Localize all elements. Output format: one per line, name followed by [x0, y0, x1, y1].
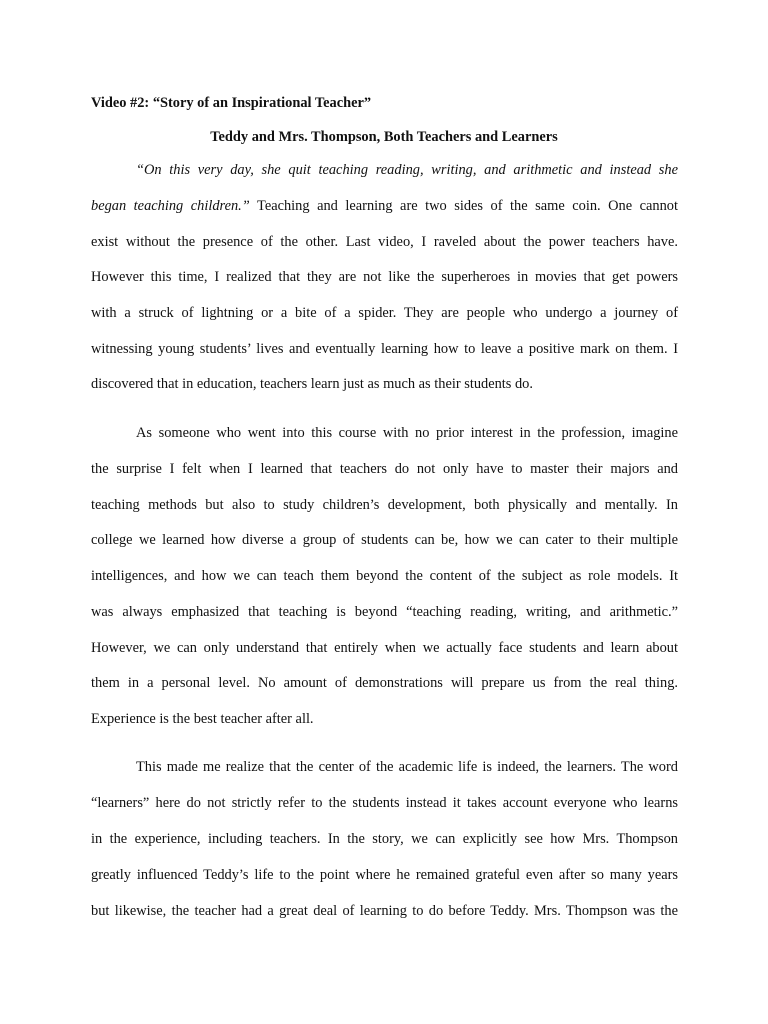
- paragraph-2-line-1: As someone who went into this course with no prior interest in the profession, imagine: [136, 425, 678, 441]
- paragraph-3-line-3: in the experience, including teachers. In the story, we can explicitly see how Mrs. Thompson: [91, 831, 678, 847]
- paragraph-3-line-5: but likewise, the teacher had a great deal of learning to do before Teddy. Mrs. Thompson was the: [91, 903, 678, 919]
- paragraph-2-line-3: teaching methods but also to study children’s development, both physically and mentally. In: [91, 497, 678, 513]
- paragraph-1-line-1: [136, 161, 678, 179]
- paragraph-2-line-7: However, we can only understand that entirely when we actually face students and learn about: [91, 640, 678, 656]
- paragraph-1-line-2-text: Teaching and learning are two sides of the same coin. One cannot: [249, 198, 678, 214]
- paragraph-2-line-8: them in a personal level. No amount of demonstrations will prepare us from the real thing.: [91, 675, 678, 691]
- paragraph-1-line-3: exist without the presence of the other. Last video, I raveled about the power teachers have.: [91, 234, 678, 250]
- paragraph-1-line-5: with a struck of lightning or a bite of a spider. They are people who undergo a journey of: [91, 305, 678, 321]
- document-subtitle: Teddy and Mrs. Thompson, Both Teachers and Learners: [210, 129, 558, 145]
- paragraph-3-line-4: greatly influenced Teddy’s life to the point where he remained grateful even after so many years: [91, 867, 678, 883]
- document-title: Video #2: “Story of an Inspirational Teacher”: [91, 95, 372, 111]
- paragraph-1-line-2: [91, 197, 678, 215]
- paragraph-1-line-7: discovered that in education, teachers learn just as much as their students do.: [91, 376, 533, 392]
- paragraph-3-line-1: This made me realize that the center of the academic life is indeed, the learners. The word: [136, 759, 678, 775]
- paragraph-2-line-6: was always emphasized that teaching is beyond “teaching reading, writing, and arithmetic.”: [91, 604, 678, 620]
- paragraph-2-line-5: intelligences, and how we can teach them beyond the content of the subject as role models. It: [91, 568, 678, 584]
- paragraph-2-line-9: Experience is the best teacher after all.: [91, 711, 314, 727]
- paragraph-3-line-2: “learners” here do not strictly refer to the students instead it takes account everyone who learns: [91, 795, 678, 811]
- opening-quote: “On this very day, she quit teaching reading, writing, and arithmetic and instead she: [136, 162, 678, 178]
- paragraph-2-line-4: college we learned how diverse a group of students can be, how we can cater to their multiple: [91, 532, 678, 548]
- paragraph-1-line-4: However this time, I realized that they are not like the superheroes in movies that get powers: [91, 269, 678, 285]
- paragraph-2-line-2: the surprise I felt when I learned that teachers do not only have to master their majors and: [91, 461, 678, 477]
- opening-quote-end: began teaching children.”: [91, 198, 250, 214]
- paragraph-1-line-6: witnessing young students’ lives and eventually learning how to leave a positive mark on them. I: [91, 341, 678, 357]
